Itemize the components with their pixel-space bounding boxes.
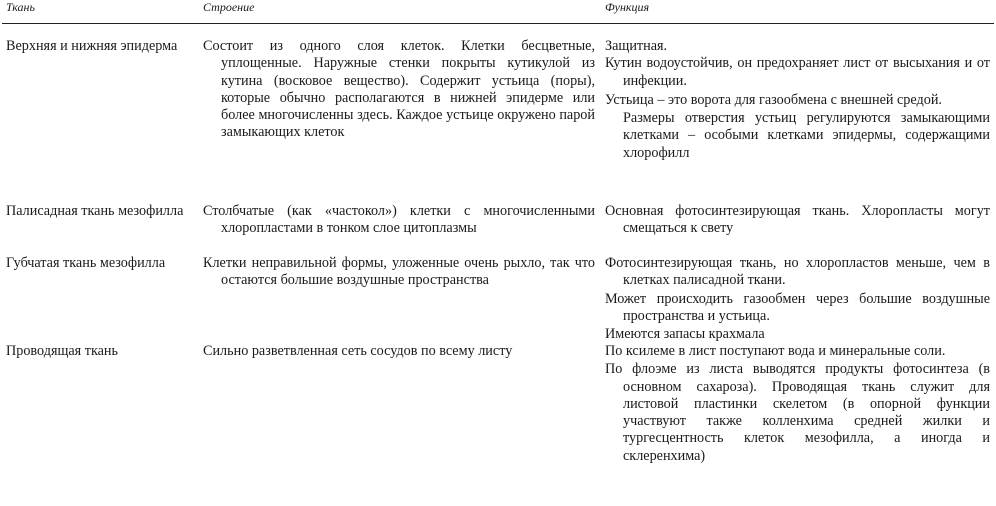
row-1-structure: Состоит из одного слоя клеток. Клетки бесцветные, уплощенные. Наружные стенки покрыты кутикулой из кутина (восковое вещество). Содержит устьица (поры), которые обычно располагаются в нижней эпидерме или более многочисленны здесь. Каждое устьице окружено парой замыкающих клеток xyxy=(203,38,595,141)
header-structure: Строение xyxy=(203,0,255,14)
row-3-function-line-1: Фотосинтезирующая ткань, но хлоропластов меньше, чем в клетках палисадной ткани. xyxy=(605,255,990,289)
row-2-tissue: Палисадная ткань мезофилла xyxy=(6,203,184,219)
row-1-function-line-1: Защитная. xyxy=(605,38,668,54)
row-1-tissue: Верхняя и нижняя эпидерма xyxy=(6,38,178,54)
row-2-structure: Столбчатые (как «частокол») клетки с многочисленными хлоропластами в тонком слое цитоплазмы xyxy=(203,203,595,237)
row-1-function-line-3: Устьица – это ворота для газообмена с внешней средой. xyxy=(605,91,942,108)
row-3-function-line-3: Имеются запасы крахмала xyxy=(605,326,765,343)
row-4-function-line-1: По ксилеме в лист поступают вода и минеральные соли. xyxy=(605,343,946,359)
row-4-structure: Сильно разветвленная сеть сосудов по всему листу xyxy=(203,343,513,359)
row-1-function xyxy=(605,38,990,162)
row-3-tissue: Губчатая ткань мезофилла xyxy=(6,255,166,271)
row-2-function-line-1: Основная фотосинтезирующая ткань. Хлоропласты могут смещаться к свету xyxy=(605,203,990,237)
row-4-function xyxy=(605,343,990,465)
row-3-function xyxy=(605,255,990,343)
row-4-function-line-2: По флоэме из листа выводятся продукты фотосинтеза (в основном сахароза). Проводящая ткань служит для листовой пластинки скелетом (в опорной функции участвуют также колленхима средней жилки и тургесцентность клеток мезофилла, а иногда и склеренхима) xyxy=(605,361,990,464)
row-2-function xyxy=(605,203,990,238)
row-1-function-line-4: Размеры отверстия устьиц регулируются замыкающими клетками – особыми клетками эпидермы, содержащими хлорофилл xyxy=(623,110,990,161)
row-3-function-line-2: Может происходить газообмен через большие воздушные пространства и устьица. xyxy=(605,290,990,324)
row-4-tissue: Проводящая ткань xyxy=(6,343,118,359)
header-tissue: Ткань xyxy=(6,0,35,14)
header-rule xyxy=(2,23,994,24)
row-1-function-line-2: Кутин водоустойчив, он предохраняет лист от высыхания и от инфекции. xyxy=(605,55,990,89)
row-3-structure: Клетки неправильной формы, уложенные очень рыхло, так что остаются большие воздушные пространства xyxy=(203,255,595,289)
header-function: Функция xyxy=(605,0,650,14)
